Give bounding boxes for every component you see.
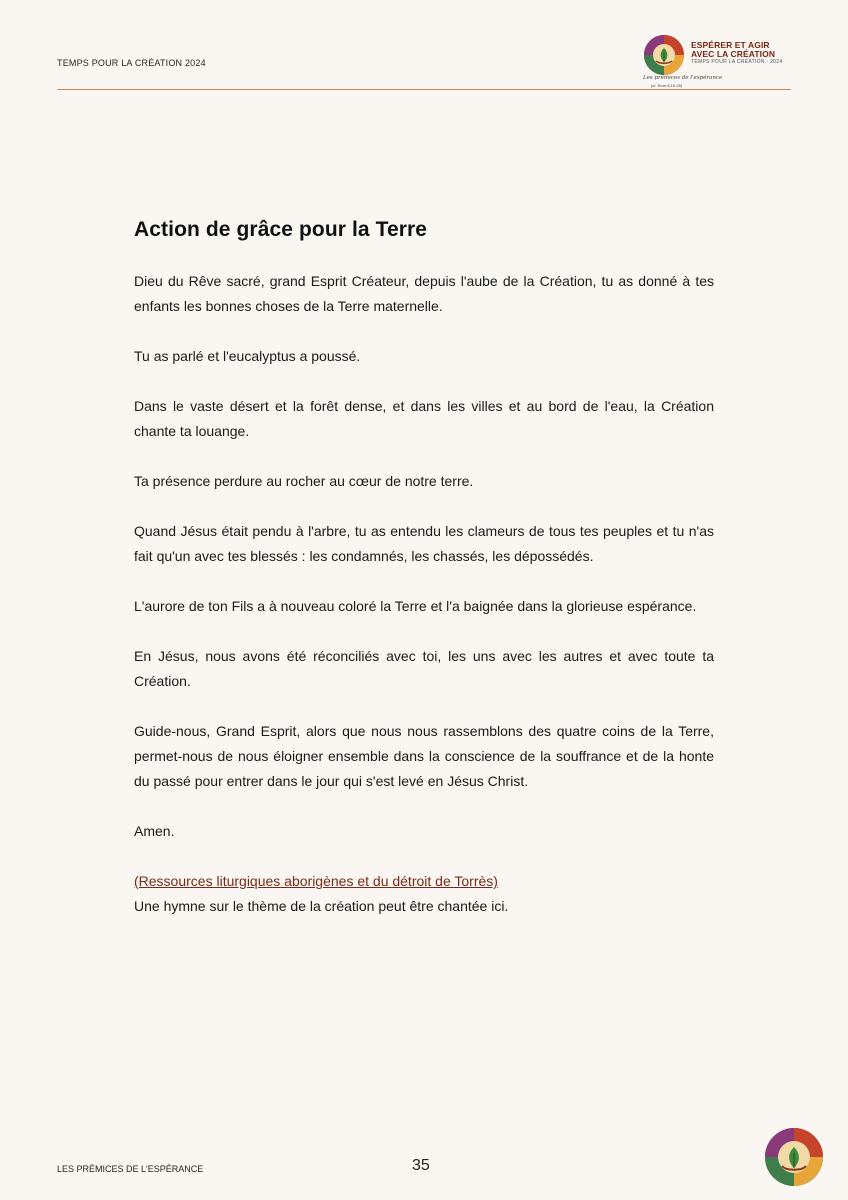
source-link[interactable]: (Ressources liturgiques aborigènes et du détroit de Torrès) [134, 873, 498, 889]
amen-line: Amen. [134, 823, 175, 839]
hope-circle-logo-icon [764, 1127, 824, 1187]
logo-tagline: Les prémices de l'espérance [643, 75, 723, 81]
prayer-paragraph: Quand Jésus était pendu à l'arbre, tu as entendu les clameurs de tous tes peuples et tu n'as fait qu'un avec tes blessés : les condamnés, les chassés, les dépossédés. [134, 523, 714, 564]
logo-title-line2: AVEC LA CRÉATION [691, 48, 776, 59]
prayer-paragraph: L'aurore de ton Fils a à nouveau coloré la Terre et l'a baignée dans la glorieuse espérance. [134, 598, 697, 614]
page-content [134, 218, 714, 919]
prayer-paragraph: Ta présence perdure au rocher au cœur de notre terre. [134, 473, 474, 489]
prayer-paragraph: En Jésus, nous avons été réconciliés avec toi, les uns avec les autres et avec toute ta Création. [134, 648, 714, 689]
prayer-paragraph: Dieu du Rêve sacré, grand Esprit Créateur, depuis l'aube de la Création, tu as donné à tes enfants les bonnes choses de la Terre maternelle. [134, 273, 714, 314]
logo-reference: (cf. Rom 8:19-25) [651, 83, 683, 88]
header-divider [57, 89, 791, 90]
page-title: Action de grâce pour la Terre [134, 218, 428, 241]
prayer-paragraph: Guide-nous, Grand Esprit, alors que nous nous rassemblons des quatre coins de la Terre, permet-nous de nous éloigner ensemble dans la conscience de la souffrance et de la honte du passé pour entrer dans le jour qui s'est levé en Jésus Christ. [134, 723, 714, 789]
hope-circle-logo-icon [643, 34, 685, 76]
campaign-logo [643, 34, 793, 90]
page-number: 35 [412, 1157, 430, 1174]
prayer-paragraph: Tu as parlé et l'eucalyptus a poussé. [134, 348, 361, 364]
footer-publication-title: LES PRÉMICES DE L'ESPÉRANCE [57, 1164, 204, 1174]
prayer-paragraph: Dans le vaste désert et la forêt dense, et dans les villes et au bord de l'eau, la Création chante ta louange. [134, 398, 714, 439]
hymn-note: Une hymne sur le thème de la création peut être chantée ici. [134, 898, 509, 914]
logo-subtitle: TEMPS POUR LA CRÉATION · 2024 [691, 59, 783, 65]
logo-title-line1: ESPÉRER ET AGIR [691, 40, 770, 50]
header-section-title: TEMPS POUR LA CRÉATION 2024 [57, 58, 206, 68]
